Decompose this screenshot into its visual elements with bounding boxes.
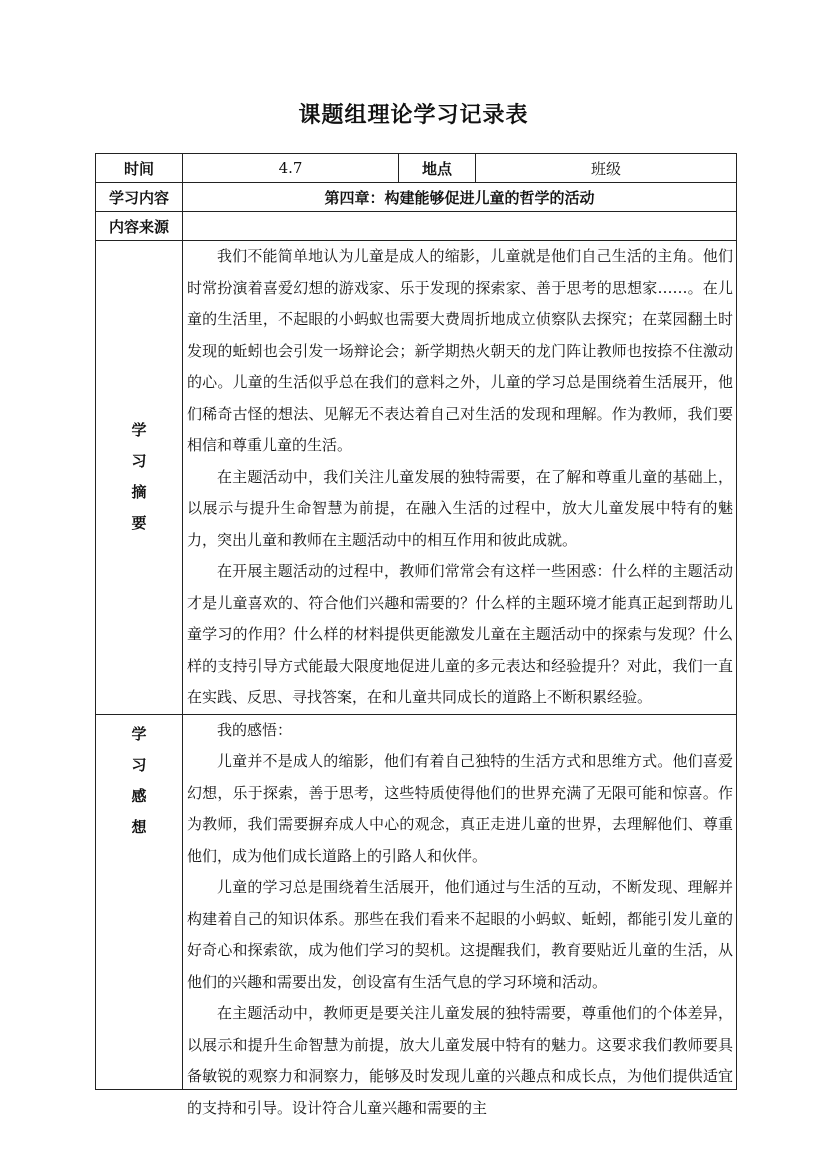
record-table (95, 153, 737, 1117)
summary-content (183, 241, 737, 715)
summary-label-char: 要 (131, 514, 147, 533)
page-title: 课题组理论学习记录表 (298, 102, 529, 128)
time-label: 时间 (96, 154, 183, 183)
content-row (96, 183, 737, 212)
reflection-paragraph: 在主题活动中，教师更是要关注儿童发展的独特需要，尊重他们的个体差异，以展示和提升生命智慧为前提，放大儿童发展中特有的魅力。这要求我们教师要具备敏锐的观察力和洞察力，能够及时发现儿童的兴趣点和成长点，为他们提供适宜的支持和引导。设计符合儿童兴趣和需要的主 (187, 1004, 733, 1117)
summary-label (96, 241, 183, 715)
source-value (183, 212, 737, 241)
source-row (96, 212, 737, 241)
reflection-intro: 我的感悟： (217, 720, 293, 739)
summary-label-char: 摘 (131, 483, 147, 502)
place-label: 地点 (399, 154, 476, 183)
time-value: 4.7 (183, 154, 399, 183)
reflection-label-char: 感 (131, 786, 147, 805)
source-label: 内容来源 (96, 212, 183, 241)
reflection-label-char: 想 (131, 817, 147, 836)
time-row (96, 154, 737, 183)
reflection-text-area (187, 715, 733, 1117)
summary-label-char: 学 (131, 421, 147, 440)
reflection-label (96, 714, 183, 1089)
summary-paragraph: 在主题活动中，我们关注儿童发展的独特需要，在了解和尊重儿童的基础上，以展示与提升生命智慧为前提，在融入生活的过程中，放大儿童发展中特有的魅力，突出儿童和教师在主题活动中的相互作用和彼此成就。 (187, 467, 733, 549)
reflection-paragraph: 儿童的学习总是围绕着生活展开，他们通过与生活的互动，不断发现、理解并构建着自己的知识体系。那些在我们看来不起眼的小蚂蚁、蚯蚓，都能引发儿童的好奇心和探索欲，成为他们学习的契机。这提醒我们，教育要贴近儿童的生活，从他们的兴趣和需要出发，创设富有生活气息的学习环境和活动。 (187, 878, 733, 991)
reflection-label-char: 习 (131, 755, 147, 774)
summary-paragraph: 在开展主题活动的过程中，教师们常常会有这样一些困惑：什么样的主题活动才是儿童喜欢的、符合他们兴趣和需要的？什么样的主题环境才能真正起到帮助儿童学习的作用？什么样的材料提供更能激发儿童在主题活动中的探索与发现？什么样的支持引导方式能最大限度地促进儿童的多元表达和经验提升？对此，我们一直在实践、反思、寻找答案，在和儿童共同成长的道路上不断积累经验。 (187, 562, 733, 706)
reflection-content (183, 714, 737, 1117)
reflection-row (96, 714, 737, 1089)
summary-row (96, 241, 737, 715)
summary-paragraph: 我们不能简单地认为儿童是成人的缩影，儿童就是他们自己生活的主角。他们时常扮演着喜爱幻想的游戏家、乐于发现的探索家、善于思考的思想家……。在儿童的生活里，不起眼的小蚂蚁也需要大费周折地成立侦察队去探究；在菜园翻土时发现的蚯蚓也会引发一场辩论会；新学期热火朝天的龙门阵让教师也按捺不住激动的心。儿童的生活似乎总在我们的意料之外，儿童的学习总是围绕着生活展开，他们稀奇古怪的想法、见解无不表达着自己对生活的发现和理解。作为教师，我们要相信和尊重儿童的生活。 (187, 247, 733, 454)
content-label: 学习内容 (96, 183, 183, 212)
reflection-paragraph: 儿童并不是成人的缩影，他们有着自己独特的生活方式和思维方式。他们喜爱幻想，乐于探索，善于思考，这些特质使得他们的世界充满了无限可能和惊喜。作为教师，我们需要摒弃成人中心的观念，真正走进儿童的世界，去理解他们、尊重他们，成为他们成长道路上的引路人和伙伴。 (187, 752, 733, 865)
reflection-label-char: 学 (131, 724, 147, 743)
content-value: 第四章：构建能够促进儿童的哲学的活动 (183, 183, 737, 212)
place-value: 班级 (476, 154, 737, 183)
summary-label-char: 习 (131, 452, 147, 471)
